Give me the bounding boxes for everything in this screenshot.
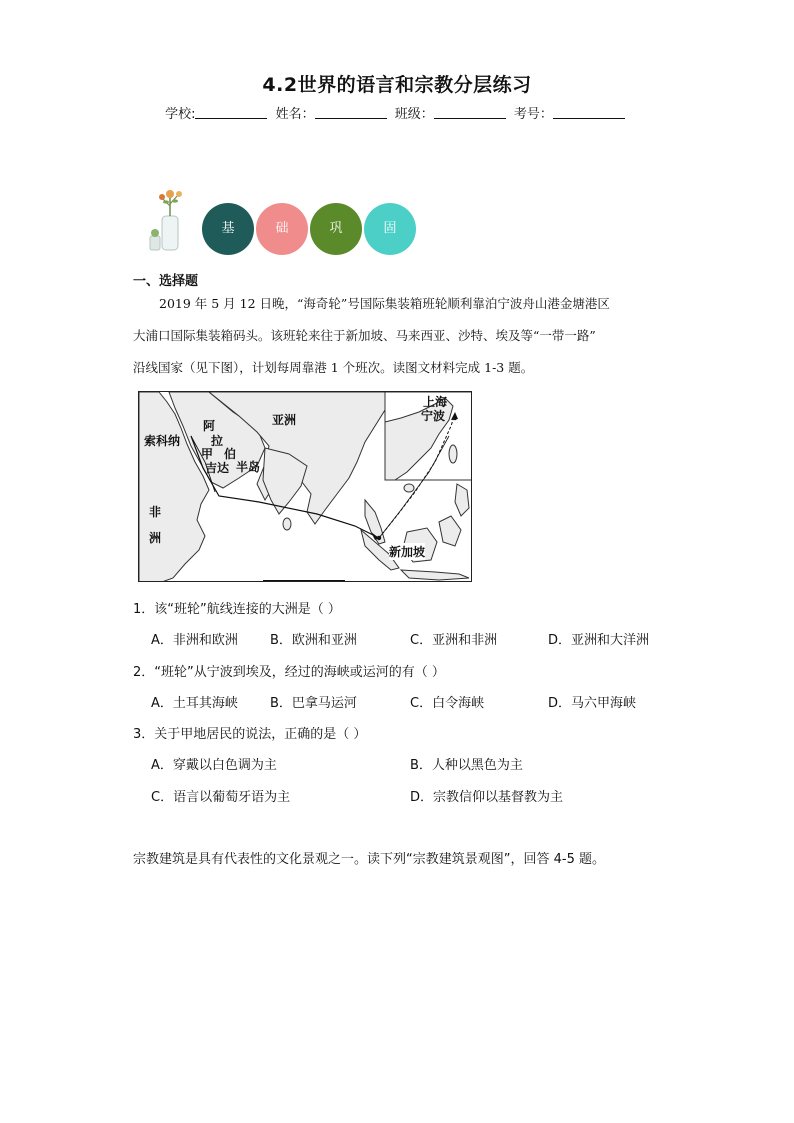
map-label-bo: 伯 bbox=[224, 447, 237, 461]
question-1-option-d[interactable]: D．亚洲和大洋洲 bbox=[548, 633, 650, 648]
question-2-option-c[interactable]: C．白令海峡 bbox=[410, 696, 485, 711]
map-label-shanghai: 上海 bbox=[423, 395, 448, 409]
question-2-option-d[interactable]: D．马六甲海峡 bbox=[548, 696, 637, 711]
name-blank[interactable] bbox=[315, 106, 387, 119]
question-3-option-b[interactable]: B．人种以黑色为主 bbox=[410, 758, 523, 773]
question-2-option-b[interactable]: B．巴拿马运河 bbox=[270, 696, 357, 711]
next-passage-intro: 宗教建筑是具有代表性的文化景观之一。读下列“宗教建筑景观图”，回答 4-5 题。 bbox=[133, 852, 605, 867]
passage-line-1: 2019 年 5 月 12 日晚，“海奇轮”号国际集装箱班轮顺利靠泊宁波舟山港金塘港区 bbox=[159, 296, 610, 311]
question-1-stem: 1．该“班轮”航线连接的大洲是（ ） bbox=[133, 602, 341, 617]
school-blank[interactable] bbox=[195, 106, 267, 119]
badge-circle-3: 巩 bbox=[310, 203, 362, 255]
map-label-a: 阿 bbox=[203, 419, 216, 433]
section-title: 一、选择题 bbox=[133, 274, 199, 289]
passage-line-2: 大浦口国际集装箱码头。该班轮来往于新加坡、马来西亚、沙特、埃及等“一带一路” bbox=[133, 328, 596, 343]
map-label-socotra: 索科纳 bbox=[144, 434, 181, 448]
map-label-africa-fei: 非 bbox=[149, 505, 162, 519]
question-1-option-a[interactable]: A．非洲和欧洲 bbox=[151, 633, 238, 648]
question-1-option-b[interactable]: B．欧洲和亚洲 bbox=[270, 633, 357, 648]
exam-label: 考号： bbox=[513, 107, 553, 122]
class-label: 班级： bbox=[394, 107, 434, 122]
passage-line-3: 沿线国家（见下图），计划每周靠港 1 个班次。读图文材料完成 1-3 题。 bbox=[133, 360, 534, 375]
map-label-ningbo: 宁波 bbox=[421, 409, 446, 423]
badge-circle-1: 基 bbox=[202, 203, 254, 255]
map-label-singapore: 新加坡 bbox=[389, 545, 426, 559]
map-label-asia: 亚洲 bbox=[272, 413, 297, 427]
class-blank[interactable] bbox=[434, 106, 506, 119]
plant-vase-icon bbox=[148, 186, 194, 254]
shipping-route-map bbox=[138, 391, 472, 582]
question-3-option-a[interactable]: A．穿戴以白色调为主 bbox=[151, 758, 277, 773]
map-label-africa-zhou: 洲 bbox=[149, 531, 162, 545]
student-info-row bbox=[0, 103, 794, 122]
school-label: 学校: bbox=[165, 107, 196, 122]
section-badge bbox=[148, 186, 428, 256]
name-label: 姓名： bbox=[275, 107, 315, 122]
question-3-option-c[interactable]: C．语言以葡萄牙语为主 bbox=[151, 790, 291, 805]
question-3-stem: 3．关于甲地居民的说法，正确的是（ ） bbox=[133, 727, 367, 742]
question-2-stem: 2．“班轮”从宁波到埃及，经过的海峡或运河的有（ ） bbox=[133, 665, 445, 680]
question-1-option-c[interactable]: C．亚洲和非洲 bbox=[410, 633, 498, 648]
question-2-option-a[interactable]: A．土耳其海峡 bbox=[151, 696, 238, 711]
exam-blank[interactable] bbox=[553, 106, 625, 119]
page-title: 4.2世界的语言和宗教分层练习 bbox=[262, 74, 532, 96]
map-label-la: 拉 bbox=[211, 434, 224, 448]
badge-circle-2: 础 bbox=[256, 203, 308, 255]
map-label-peninsula: 半岛 bbox=[236, 460, 261, 474]
badge-circle-4: 固 bbox=[364, 203, 416, 255]
map-label-jia: 甲 bbox=[201, 447, 214, 461]
question-3-option-d[interactable]: D．宗教信仰以基督教为主 bbox=[410, 790, 564, 805]
map-label-jidda: 吉达 bbox=[205, 461, 230, 475]
